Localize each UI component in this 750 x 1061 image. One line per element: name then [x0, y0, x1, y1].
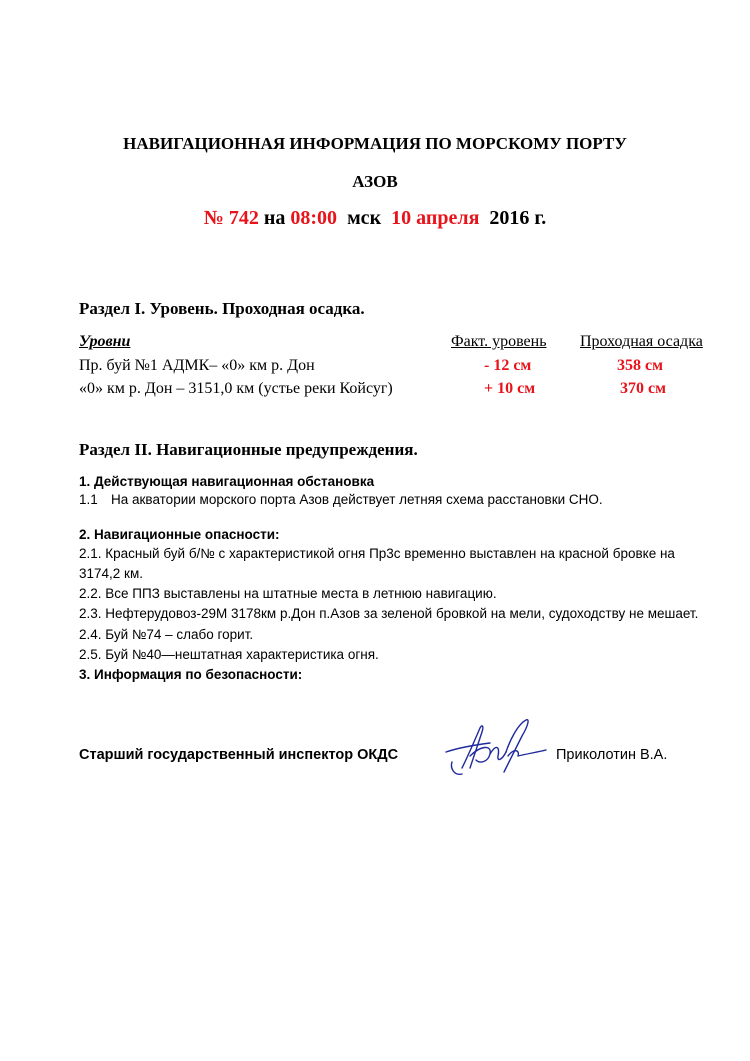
handwritten-signature	[440, 716, 550, 781]
warning-item-text: На акватории морского порта Азов действует летняя схема расстановки СНО.	[111, 492, 603, 507]
issue-time: 08:00	[290, 207, 338, 229]
level-row-draft: 358 см	[617, 357, 663, 374]
issue-line	[0, 207, 750, 230]
issue-at-word: на	[263, 207, 286, 229]
signatory-name: Приколотин В.А.	[556, 747, 668, 763]
warning-item: 2.2. Все ППЗ выставлены на штатные места в летнюю навигацию.	[79, 586, 497, 601]
document-title: НАВИГАЦИОННАЯ ИНФОРМАЦИЯ ПО МОРСКОМУ ПОРТУ	[123, 134, 627, 153]
level-row-fact-level: + 10 см	[484, 380, 536, 397]
level-row-location: «0» км р. Дон – 3151,0 км (устье реки Койсуг)	[79, 380, 393, 397]
subsection-title: 1. Действующая навигационная обстановка	[79, 474, 375, 489]
issue-timezone: мск	[347, 207, 382, 229]
column-header-fact-level: Факт. уровень	[451, 333, 547, 350]
issue-year: 2016 г.	[489, 207, 547, 229]
column-header-levels: Уровни	[79, 333, 131, 350]
subsection-title: 3. Информация по безопасности:	[79, 667, 303, 682]
warning-item: 2.1. Красный буй б/№ с характеристикой огня Пр3с временно выставлен на красной бровке на	[79, 546, 675, 561]
issue-number: 742	[228, 207, 259, 229]
warning-item: 2.4. Буй №74 – слабо горит.	[79, 627, 254, 642]
signature-strokes	[446, 720, 546, 775]
subsection-title: 2. Навигационные опасности:	[79, 527, 280, 542]
level-row-location: Пр. буй №1 АДМК– «0» км р. Дон	[79, 357, 315, 374]
issue-num-prefix: №	[203, 207, 224, 229]
issue-date: 10 апреля	[391, 207, 480, 229]
column-header-draft: Проходная осадка	[580, 333, 703, 350]
level-row-draft: 370 см	[620, 380, 666, 397]
warning-item: 2.3. Нефтерудовоз-29М 3178км р.Дон п.Азов за зеленой бровкой на мели, судоходству не мешает.	[79, 606, 699, 621]
warning-item-number: 1.1	[79, 492, 98, 507]
section1-heading: Раздел I. Уровень. Проходная осадка.	[79, 299, 365, 318]
warning-item: 2.5. Буй №40—нештатная характеристика огня.	[79, 647, 379, 662]
section2-heading: Раздел II. Навигационные предупреждения.	[79, 440, 418, 459]
port-name: АЗОВ	[352, 172, 398, 191]
warning-item: 3174,2 км.	[79, 566, 143, 581]
signatory-position: Старший государственный инспектор ОКДС	[79, 747, 399, 763]
level-row-fact-level: - 12 см	[484, 357, 532, 374]
